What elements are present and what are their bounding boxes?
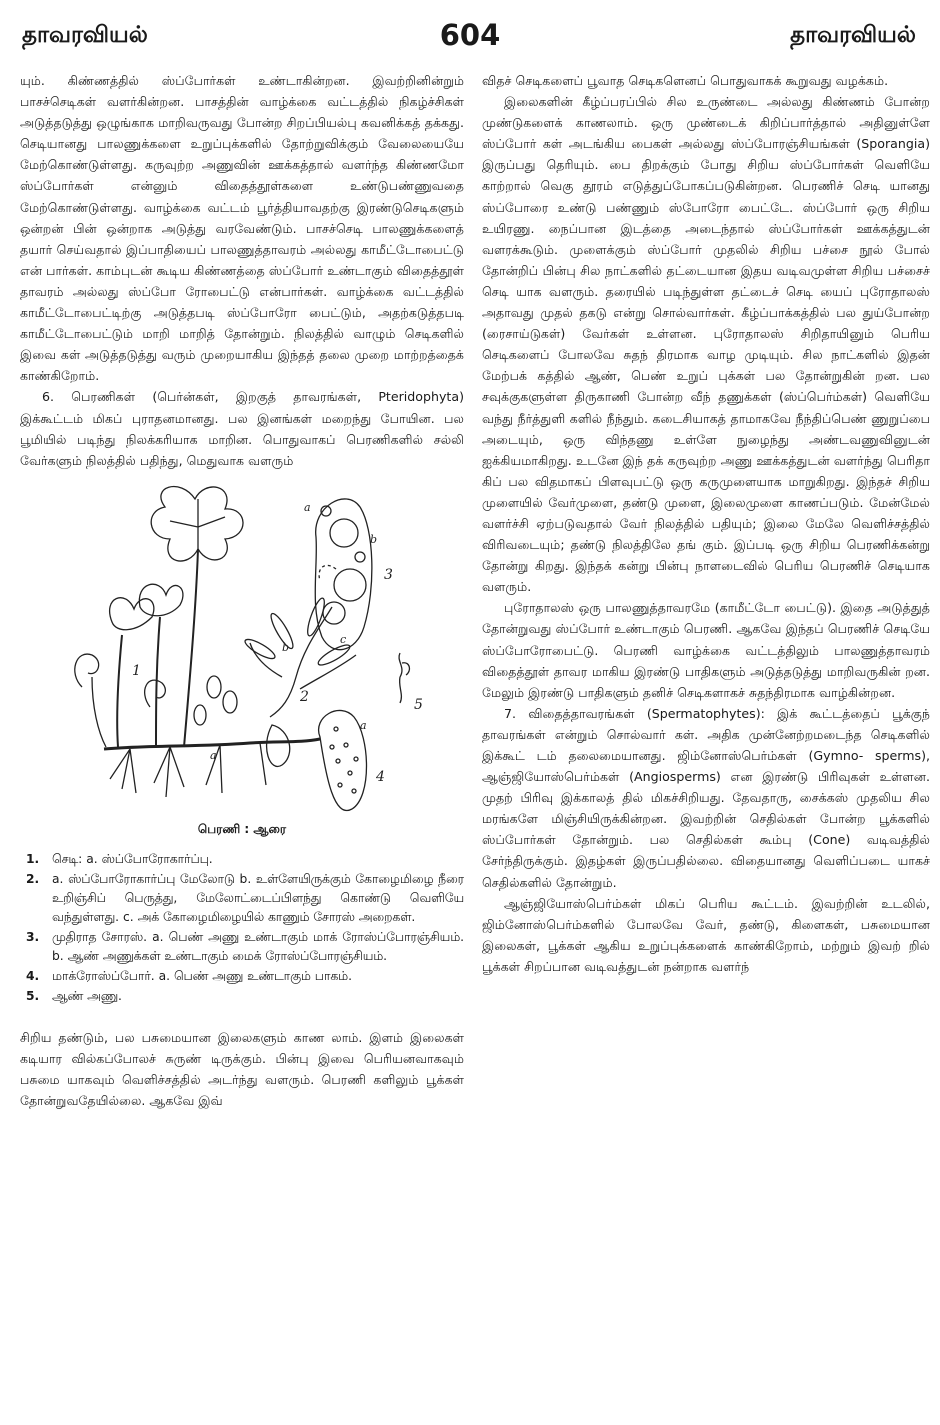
page-number: 604 <box>439 18 501 52</box>
legend-text: செடி: a. ஸ்ப்போரோகார்ப்பு. <box>52 851 213 866</box>
left-column <box>20 70 464 1111</box>
legend-text: மாக்ரோஸ்ப்போர். a. பெண் அணு உண்டாகும் பாகம். <box>52 968 352 983</box>
legend-item <box>20 928 464 966</box>
legend-item <box>20 850 464 869</box>
paragraph: விதச் செடிகளைப் பூவாத செடிகளெனப் பொதுவாகக் கூறுவது வழக்கம். <box>482 73 889 88</box>
legend-item <box>20 967 464 986</box>
page-header-right: தாவரவியல் <box>790 22 916 48</box>
figure-label-4: 4 <box>376 768 385 785</box>
paragraph: ஆஞ்ஜியோஸ்பெர்ம்கள் மிகப் பெரிய கூட்டம். இவற்றின் உடலில், ஜிம்னோஸ்பெர்ம்களில் போலவே வேர், தண்டு, கிளைகள், பசுமையான இலைகள், பூக்கள் ஆகிய உறுப்புக்களைக் காண்கிறோம், மற்றும் இவற் றில் பூக்கள் சிறப்பான வடிவத்துடன் நன்றாக வளர்ந் <box>482 895 930 974</box>
figure-legend <box>20 850 464 1006</box>
figure-label-3: 3 <box>384 566 393 583</box>
figure-caption: பெரணி : ஆரை <box>197 821 287 836</box>
paragraph: சிறிய தண்டும், பல பசுமையான இலைகளும் காண லாம். இளம் இலைகள் கடியார வில்கப்போலச் சுருண் டிருக்கும். பின்பு இவை பெரியனவாகவும் பசுமை யாகவும் வெளிச்சத்தில் அடர்ந்து வளரும். பெரணி களிலும் பூக்கள் தோன்றுவதேயில்லை. ஆகவே இவ் <box>20 1029 464 1109</box>
figure-sublabel-b3: b <box>370 532 378 546</box>
fern-figure <box>20 477 464 817</box>
legend-text: ஆண் அணு. <box>52 988 122 1003</box>
legend-number: 4. <box>26 968 40 983</box>
fern-illustration <box>20 477 464 817</box>
figure-sublabel-a4: a <box>360 718 367 732</box>
paragraph-section-6: 6. பெரணிகள் (பெர்ன்கள், இறகுத் தாவரங்கள், Pteridophyta) இக்கூட்டம் மிகப் புராதனமானது. பல இனங்கள் மறைந்து போயின. பல பூமியில் படிந்து நிலக்கரியாக மாறின. பொதுவாகப் பெரணிகளில் சல்லி வேர்களும் நிலத்தில் பதிந்து, மெதுவாக வளரும் <box>20 389 464 468</box>
figure-sublabel-a1: a <box>210 748 217 762</box>
figure-sublabel-c1: c <box>340 632 347 646</box>
page-header-left: தாவரவியல் <box>22 22 148 48</box>
legend-text: a. ஸ்ப்போரோகார்ப்பு மேலோடு b. உள்ளேயிருக்கும் கோழைமிழை நீரை உறிஞ்சிப் பெருத்து, மேலோட்டைப்பிளந்து கொண்டு வெளியே வந்துள்ளது. c. அக் கோழைமிழையில் காணும் சோரஸ் அறைகள். <box>52 871 464 924</box>
paragraph-section-7: 7. விதைத்தாவரங்கள் (Spermatophytes): இக் கூட்டத்தைப் பூக்குந் தாவரங்கள் என்றும் சொல்வார் கள். அதிக முன்னேற்றமடைந்த செடிகளில் இக்கூட் டம் தலைமையானது. ஜிம்னோஸ்பெர்ம்கள் (Gymno- sperms), ஆஞ்ஜியோஸ்பெர்ம்கள் (Angiosperms) என இரண்டு பிரிவுகள் உள்ளன. முதற் பிரிவு இக்காலத் தில் மிகச்சிறியது. தேவதாரு, சைக்கஸ் முதலிய சில மரங்களே மிஞ்சியிருக்கின்றன. இவற்றின் செதில்கள் போன்ற பூக்களில் ஸ்ப்போர்கள் தோன்றும். பல செதில்கள் கூம்பு (Cone) வடிவத்தில் சேர்ந்திருக்கும். இதழ்கள் இருப்பதில்லை. விதையானது வெளிப்படை யாகச் செதில்களில் தோன்றும். <box>482 705 930 890</box>
legend-text: முதிராத சோரஸ். a. பெண் அணு உண்டாகும் மாக் ரோஸ்ப்போரஞ்சியம். b. ஆண் அணுக்கள் உண்டாகும் மைக் ரோஸ்ப்போரஞ்சியம். <box>52 929 464 963</box>
legend-item <box>20 870 464 927</box>
legend-number: 2. <box>26 871 40 886</box>
figure-label-2: 2 <box>300 688 309 705</box>
legend-number: 1. <box>26 851 40 866</box>
figure-sublabel-a3: a <box>304 500 311 514</box>
figure-label-1: 1 <box>132 662 141 679</box>
figure-label-5: 5 <box>414 696 423 713</box>
paragraph: யும். கிண்ணத்தில் ஸ்ப்போர்கள் உண்டாகின்றன. இவற்றினின்றும் பாசச்செடிகள் வளர்கின்றன. பாசத்தின் வாழ்க்கை வட்டத்தில் நிகழ்ச்சிகள் அடுத்தடுத்து ஒழுங்காக மாறிவருவது போன்ற சிறப்பியல்பு கவனிக்கத் தக்கது. செடியானது பாலணுக்களை உறுப்புக்களில் தோற்றுவிக்கும் வேலையையே மேற்கொண்டுள்ளது. கருவுற்ற அணுவின் ஊக்கத்தால் வளர்ந்த கிண்ணமோ ஸ்ப்போர்கள் என்னும் விதைத்தூள்களை உண்டுபண்ணுவதை மேற்கொண்டுள்ளது. வாழ்க்கை வட்டம் பூர்த்தியாவதற்கு இரண்டுசெடிகளும் ஒன்றன் பின் ஒன்றாக அடுத்து வரவேண்டும். பாசச்செடி பாலணுக்களைத் தயார் செய்வதால் இப்பாதியைப் பாலணுத்தாவரம் அல்லது காமீட்டோபைட்டு என் பார்கள். காம்புடன் கூடிய கிண்ணத்தை ஸ்ப்போர் உண்டாகும் விதைத்தூள் தாவரம் அல்லது ஸ்ப்போ ரோபைட்டு என்பார்கள். வாழ்க்கை வட்டத்தில் காமீட்டோபைட்டிற்கு அடுத்தபடி ஸ்ப்போரோ பைட்டும், அதற்கடுத்தபடி காமீட்டோபைட்டும் மாறி மாறித் தோன்றும். நிலத்தில் வாழும் செடிகளில் இவை கள் அடுத்தடுத்து வரும் முறையாகிய இந்தத் தலை முறை மாற்றத்தைக் காண்கிறோம். <box>20 73 464 384</box>
legend-item <box>20 987 464 1006</box>
legend-number: 5. <box>26 988 40 1003</box>
paragraph: இலைகளின் கீழ்ப்பரப்பில் சில உருண்டை அல்லது கிண்ணம் போன்ற முண்டுகளைக் காணலாம். ஒரு முண்டைக் கிறிப்பார்த்தால் அதினுள்ளே ஸ்ப்போர் கள் அடங்கிய பைகள் அல்லது ஸ்ப்போரஞ்சியங்கள் (Sporangia) இருப்பது தெரியும். பை திறக்கும் போது சிறிய ஸ்ப்போர்கள் வெளியே காற்றால் வெகு தூரம் எடுத்துப்போகப்படுகின்றன. பெரணிச் செடி யானது ஸ்ப்போரை உண்டு பண்ணும் ஸ்போரோ பைட்டே. ஸ்ப்போர் ஒரு சிறிய உயிரணு. நைப்பான இடத்தை அடைந்தால் ஸ்ப்போர்கள் ஊக்கத்துடன் வளரக்கூடும். முளைக்கும் ஸ்ப்போர் முதலில் சிறிய பச்சை நூல் போல் தோன்றிப் பின்பு சில நாட்களில் தட்டையான இதய வடிவமுள்ள சிறிய பச்சைச் செடி யாக வளரும். தரையில் படிந்துள்ள தட்டைச் செடி யைப் புரோதாலஸ் அதாவது முதல் தகடு என்று சொல்வார்கள். கீழ்ப்பாக்கத்தில் பல துய்போன்ற (ரைசாய்டுகள்) வேர்கள் உள்ளன. புரோதாலஸ் சிறிதாயினும் பெரிய செடிகளைப் போலவே சுதந் திரமாக வாழ முடியும். சில நாட்களில் இதன் மேற்பக் கத்தில் ஆண், பெண் உறுப் புக்கள் பல தோன்றுகின் றன. பல சவுக்குகளுள்ள திருகாணி போன்ற வீந் தணுக்கள் (ஸ்ப்பெர்ம்கள்) வெளியே வந்து நீர்த்துளி களில் நீந்தும். கடைசியாகத் தாமாகவே நீந்திப்பெண் ணுறுப்பை அடையும், ஒரு விந்தணு உள்ளே நுழைந்து அண்டவணுவினுடன் ஐக்கியமாகிறது. உடனே இந் தக் கருவுற்ற அணு ஊக்கத்துடன் வளர்ந்து பெரிதா கிப் பல விதமாகப் பிளவுபட்டு ஒரு கருமுளையாக மாறுகிறது. இந்தச் சிறிய முளையில் வேர்முளை, தண்டு முளை, இலைமுளை காணப்படும். மேன்மேல் வளர்ச்சி ஏற்படுவதால் வேர் நிலத்தில் பதியும்; இலை மேலே வெளிச்சத்தில் விரிவடையும்; தண்டு நிலத்திலே தங் கும். இப்படி ஒரு சிறிய பெரணிக்கன்று தோன்று கிறது. இந்தக் கன்று பின்பு நாளடைவில் பெரிய பெரணிச் செடியாக வளரும். <box>482 94 930 595</box>
paragraph: புரோதாலஸ் ஒரு பாலணுத்தாவரமே (காமீட்டோ பைட்டு). இதை அடுத்துத் தோன்றுவது ஸ்ப்போர் உண்டாகும் பெரணி. ஆகவே இந்தப் பெரணிச் செடியே ஸ்ப்போரோபைட்டு. பெரணி வாழ்க்கை வட்டத்திலும் பாலணுத்தாவரம் விதைத்தூள் தாவர மாகிய இரண்டு பாதிகளும் அடுத்தடுத்து மாறிவருகின் றன. மேலும் இரண்டு பாதிகளும் தனிச் செடிகளாகச் சுதந்திரமாக வாழ்கின்றன. <box>482 600 930 700</box>
legend-number: 3. <box>26 929 40 944</box>
right-column <box>482 70 930 977</box>
figure-sublabel-b1: b <box>282 640 290 654</box>
